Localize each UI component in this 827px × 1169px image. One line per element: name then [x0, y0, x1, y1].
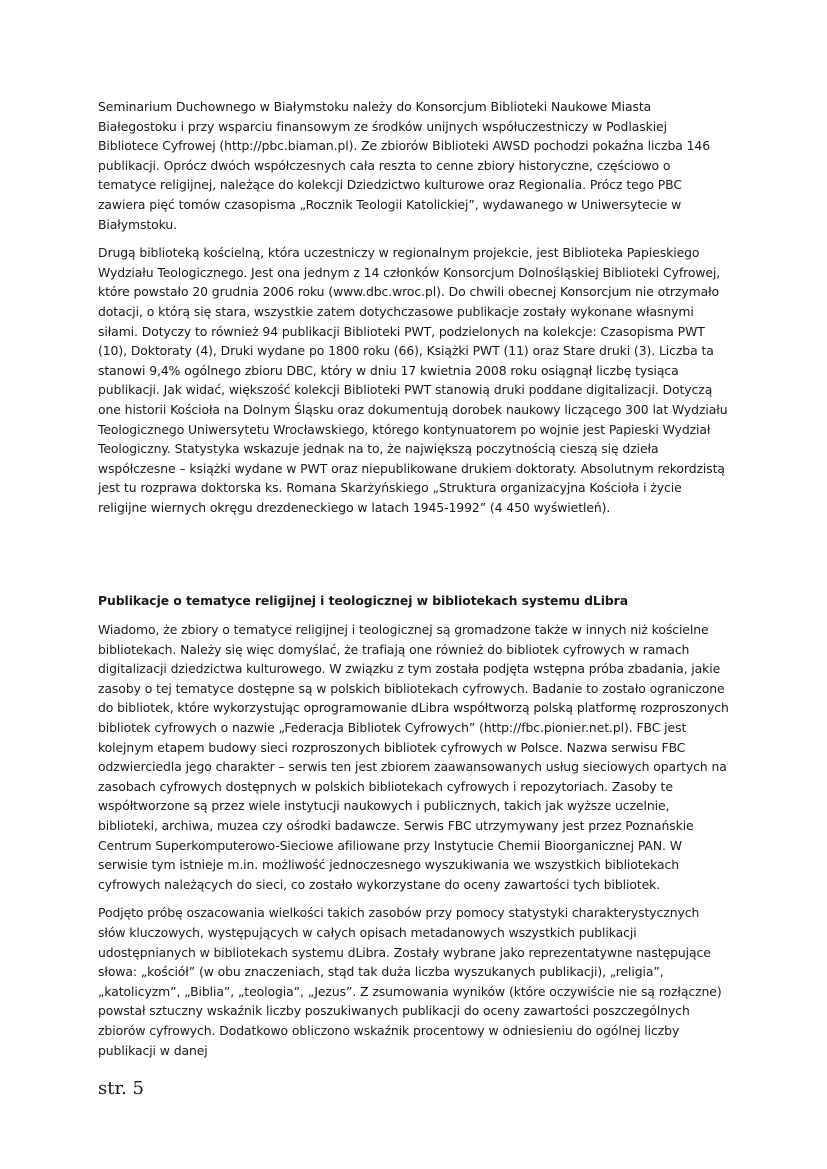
- section-heading: Publikacje o tematyce religijnej i teologicznej w bibliotekach systemu dLibra: [98, 593, 628, 609]
- document-body: [98, 97, 730, 1069]
- page-number: str. 5: [98, 1078, 144, 1099]
- paragraph-awsd-bialystok: Seminarium Duchownego w Białymstoku należy do Konsorcjum Biblioteki Naukowe Miasta Białegostoku i przy wsparciu finansowym ze środków unijnych współuczestniczy w Podlaskiej Bibliotece Cyfrowej (http://pbc.biaman.pl). Ze zbiorów Biblioteki AWSD pochodzi pokaźna liczba 146 publikacji. Oprócz dwóch współczesnych cała reszta to cenne zbiory historyczne, częściowo o tematyce religijnej, należące do kolekcji Dziedzictwo kulturowe oraz Regionalia. Prócz tego PBC zawiera pięć tomów czasopisma „Rocznik Teologii Katolickiej”, wydawanego w Uniwersytecie w Białymstoku.: [98, 99, 711, 232]
- paragraph-pwt-wroclaw: Drugą biblioteką kościelną, która uczestniczy w regionalnym projekcie, jest Biblioteka Papieskiego Wydziału Teologicznego. Jest ona jednym z 14 członków Konsorcjum Dolnośląskiej Biblioteki Cyfrowej, które powstało 20 grudnia 2006 roku (www.dbc.wroc.pl). Do chwili obecnej Konsorcjum nie otrzymało dotacji, o którą się stara, wszystkie zatem dotychczasowe publikacje zostały wykonane własnymi siłami. Dotyczy to również 94 publikacji Biblioteki PWT, podzielonych na kolekcje: Czasopisma PWT (10), Doktoraty (4), Druki wydane po 1800 roku (66), Książki PWT (11) oraz Stare druki (3). Liczba ta stanowi 9,4% ogólnego zbioru DBC, który w dniu 17 kwietnia 2008 roku osiągnął liczbę tysiąca publikacji. Jak widać, większość kolekcji Biblioteki PWT stanowią druki poddane digitalizacji. Dotyczą one historii Kościoła na Dolnym Śląsku oraz dokumentują dorobek naukowy liczącego 300 lat Wydziału Teologicznego Uniwersytetu Wrocławskiego, którego kontynuatorem po wojnie jest Papieski Wydział Teologiczny. Statystyka wskazuje jednak na to, że największą poczytnością cieszą się dzieła współczesne – książki wydane w PWT oraz niepublikowane drukiem doktoraty. Absolutnym rekordzistą jest tu rozprawa doktorska ks. Romana Skarżyńskiego „Struktura organizacyjna Kościoła i życie religijne wiernych okręgu drezdeneckiego w latach 1945-1992” (4 450 wyświetleń).: [98, 245, 728, 515]
- paragraph-keyword-statistics: Podjęto próbę oszacowania wielkości takich zasobów przy pomocy statystyki charakterystycznych słów kluczowych, występujących w całych opisach metadanowych wszystkich publikacji udostępnianych w bibliotekach systemu dLibra. Zostały wybrane jako reprezentatywne następujące słowa: „kościół” (w obu znaczeniach, stąd tak duża liczba wyszukanych publikacji), „religia”, „katolicyzm”, „Biblia”, „teologia”, „Jezus”. Z zsumowania wyników (które oczywiście nie są rozłączne) powstał sztuczny wskaźnik liczby poszukiwanych publikacji do oceny zawartości poszczególnych zbiorów cyfrowych. Dodatkowo obliczono wskaźnik procentowy w odniesieniu do ogólnej liczby publikacji w danej: [98, 905, 722, 1058]
- paragraph-fbc-dlibra: Wiadomo, że zbiory o tematyce religijnej i teologicznej są gromadzone także w innych niż kościelne bibliotekach. Należy się więc domyślać, że trafiają one również do bibliotek cyfrowych w ramach digitalizacji dziedzictwa kulturowego. W związku z tym została podjęta wstępna próba zbadania, jakie zasoby o tej tematyce dostępne są w polskich bibliotekach cyfrowych. Badanie to zostało ograniczone do bibliotek, które wykorzystując oprogramowanie dLibra współtworzą polską platformę rozproszonych bibliotek cyfrowych o nazwie „Federacja Bibliotek Cyfrowych” (http://fbc.pionier.net.pl). FBC jest kolejnym etapem budowy sieci rozproszonych bibliotek cyfrowych w Polsce. Nazwa serwisu FBC odzwierciedla jego charakter – serwis ten jest zbiorem zaawansowanych usług sieciowych opartych na zasobach cyfrowych dostępnych w polskich bibliotekach cyfrowych i repozytoriach. Zasoby te współtworzone są przez wiele instytucji naukowych i publicznych, takich jak wyższe uczelnie, biblioteki, archiwa, muzea czy ośrodki badawcze. Serwis FBC utrzymywany jest przez Poznańskie Centrum Superkomputerowo-Sieciowe afiliowane przy Instytucie Chemii Bioorganicznej PAN. W serwisie tym istnieje m.in. możliwość jednoczesnego wyszukiwania we wszystkich bibliotekach cyfrowych należących do sieci, co zostało wykorzystane do oceny zawartości tych bibliotek.: [98, 622, 729, 892]
